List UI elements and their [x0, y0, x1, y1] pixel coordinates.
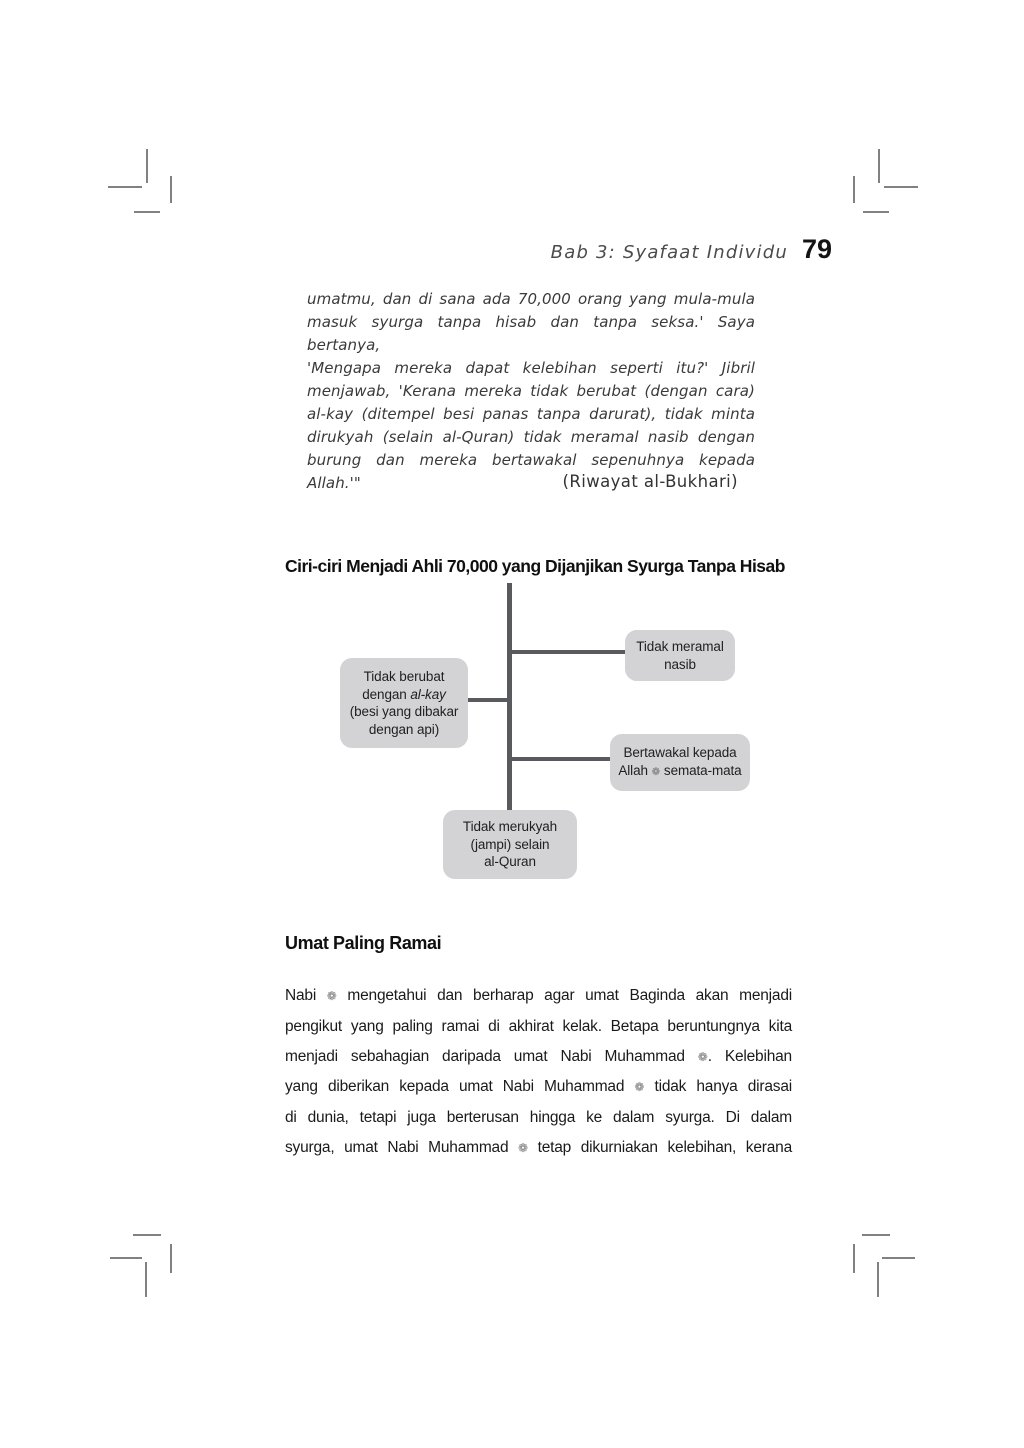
honorific-symbol: ❁	[651, 765, 661, 778]
honorific-symbol: ❁	[518, 1140, 528, 1155]
crop-mark-line	[170, 176, 172, 203]
paragraph-line: di dunia, tetapi juga berterusan hingga ke dalam syurga. Di dalam	[285, 1109, 792, 1127]
crop-mark-line	[170, 1244, 172, 1273]
node-text-line: Allah ❁ semata-mata	[618, 762, 742, 778]
quote-line: menjawab, 'Kerana mereka tidak berubat (dengan cara)	[307, 382, 755, 400]
paragraph-line: menjadi sebahagian daripada umat Nabi Muhammad ❁. Kelebihan	[285, 1047, 792, 1065]
node-text-line: Tidak merukyah	[462, 819, 558, 835]
quote-attribution: (Riwayat al-Bukhari)	[562, 472, 738, 491]
node-text-line: (besi yang dibakar	[349, 704, 459, 719]
node-text-italic-term: al-kay	[410, 686, 446, 702]
honorific-symbol: ❁	[326, 989, 337, 1003]
diagram-branch-line-berubat	[467, 698, 508, 702]
crop-mark-line	[853, 176, 855, 203]
diagram-node-tidak-meramal-nasib	[625, 630, 735, 681]
node-text-line	[340, 686, 468, 704]
diagram-node-tidak-merukyah	[443, 810, 577, 879]
crop-mark-line	[133, 1234, 161, 1236]
crop-mark-line	[862, 1234, 890, 1236]
crop-mark-line	[877, 1262, 879, 1297]
diagram-node-tidak-berubat-al-kay	[340, 658, 468, 748]
hadith-quote	[307, 288, 755, 495]
page-number: 79	[801, 234, 832, 264]
node-text-line: al-Quran	[484, 854, 536, 870]
crop-mark-line	[146, 149, 148, 183]
diagram-branch-line-meramal	[511, 650, 625, 654]
crop-mark-line	[863, 211, 889, 213]
quote-line: dirukyah (selain al-Quran) tidak meramal nasib dengan	[307, 428, 755, 446]
node-text-line: (jampi) selain	[470, 836, 550, 852]
quote-line: al-kay (ditempel besi panas tanpa darurat), tidak minta	[307, 405, 755, 423]
quote-line: burung dan mereka bertawakal sepenuhnya kepada Allah.'"	[307, 451, 755, 492]
node-text-segment: dengan	[362, 686, 411, 702]
paragraph-line: Nabi ❁ mengetahui dan berharap agar umat Baginda akan menjadi	[285, 987, 793, 1004]
crop-mark-line	[145, 1262, 147, 1297]
crop-mark-line	[108, 186, 142, 188]
diagram-node-bertawakal-kepada-allah	[610, 734, 750, 791]
paragraph-line: yang diberikan kepada umat Nabi Muhammad ❁ tidak hanya dirasai	[285, 1078, 792, 1096]
node-text-line: nasib	[664, 656, 696, 672]
quote-line: 'Mengapa mereka dapat kelebihan seperti itu?' Jibril	[307, 359, 755, 377]
section-heading: Umat Paling Ramai	[285, 933, 442, 953]
node-text-line: Tidak meramal	[636, 639, 724, 654]
crop-mark-line	[884, 186, 918, 188]
crop-mark-line	[110, 1257, 142, 1259]
crop-mark-line	[878, 149, 880, 183]
node-text-line: Bertawakal kepada	[623, 745, 737, 760]
quote-line: masuk syurga tanpa hisab dan tanpa seksa.' Saya bertanya,	[307, 313, 755, 354]
chapter-header: Bab 3: Syafaat Individu	[550, 242, 788, 263]
paragraph-line: syurga, umat Nabi Muhammad ❁ tetap dikurniakan kelebihan, kerana	[285, 1138, 792, 1156]
honorific-symbol: ❁	[697, 1049, 708, 1064]
crop-mark-line	[134, 211, 160, 213]
quote-line: umatmu, dan di sana ada 70,000 orang yang mula-mula	[307, 290, 755, 308]
body-paragraph	[285, 981, 792, 1164]
crop-mark-line	[853, 1244, 855, 1273]
honorific-symbol: ❁	[634, 1080, 645, 1095]
diagram-branch-line-bertawakal	[511, 757, 610, 761]
paragraph-line: pengikut yang paling ramai di akhirat kelak. Betapa beruntungnya kita	[285, 1017, 792, 1035]
diagram-title: Ciri-ciri Menjadi Ahli 70,000 yang Dijanjikan Syurga Tanpa Hisab	[285, 556, 785, 576]
diagram-trunk-line	[507, 583, 512, 810]
crop-mark-line	[882, 1257, 915, 1259]
node-text-line: Tidak berubat	[363, 669, 445, 684]
running-header	[285, 234, 832, 265]
node-text-line: dengan api)	[368, 721, 440, 737]
